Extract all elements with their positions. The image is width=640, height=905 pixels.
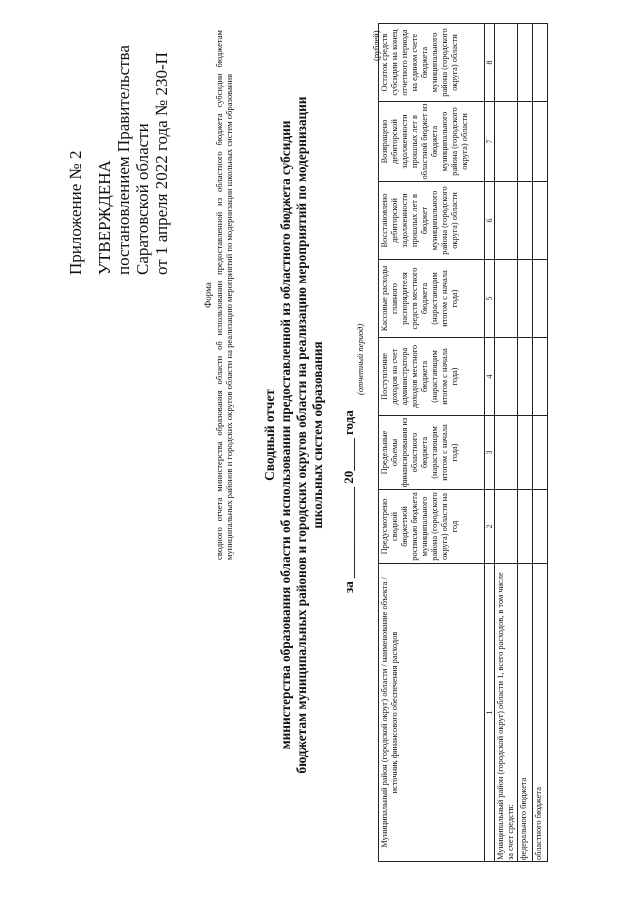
report-title-line-4: школьных систем образования [310,341,325,529]
header-cell: Восстановлено дебиторской задолженности прошлых лет в бюджет муниципального района (городского округа) области [379,182,485,260]
approval-date: от 1 апреля 2022 года № 230-П [152,52,171,275]
table-cell [518,182,533,260]
report-title [262,65,326,805]
column-number-row [485,24,495,862]
header-cell: Муниципальный район (городской округ) области / наименование объекта / источник финансового обеспечения расходов [379,564,485,862]
row-label: федерального бюджета [518,564,533,862]
table-cell [495,416,518,490]
table-cell [533,490,548,564]
report-title-line-2: министерства образования области об использовании предоставленной из областного бюджета субсидии [278,120,293,750]
table-row [518,24,533,862]
column-number: 7 [485,102,495,182]
table-cell [518,260,533,338]
reporting-period-note: (отчетный период) [355,323,365,395]
table-cell [533,24,548,102]
column-number: 8 [485,24,495,102]
table-cell [518,416,533,490]
table-header-row [379,24,485,862]
row-label: областного бюджета [533,564,548,862]
header-cell: Предельные объемы финансирования из областного бюджета (нарастающим итогом с начала года) [379,416,485,490]
header-cell: Остаток средств субсидии на конец отчетного периода на едином счете бюджета муниципального района (городского округа) области [379,24,485,102]
header-cell: Предусмотрено сводной бюджетной росписью бюджета муниципального района (городского округа) области на год [379,490,485,564]
form-heading: Форма [203,282,213,308]
table-cell [495,24,518,102]
column-number: 1 [485,564,495,862]
table-cell [495,102,518,182]
column-number: 5 [485,260,495,338]
column-number: 2 [485,490,495,564]
column-number: 6 [485,182,495,260]
header-cell: Возвращено дебиторской задолженности прошлых лет в областной бюджет из бюджета муниципального района (городского округа) области [379,102,485,182]
report-title-line-3: бюджетам муниципальных районов и городских округов области на реализацию мероприятий по модернизации [294,96,309,774]
table-cell [533,182,548,260]
table-cell [518,338,533,416]
column-number: 4 [485,338,495,416]
form-text: сводного отчета министерства образования области об использовании предоставленной из областного бюджета субсидии бюджетам муниципальных районов и городских округов области на реализацию мероприятий по модернизации школьных систем образования [214,30,234,560]
form-description [203,30,234,560]
appendix-number: Приложение № 2 [66,150,85,275]
approval-block [66,25,171,275]
approval-stamp: УТВЕРЖДЕНА [95,160,114,275]
table-cell [495,182,518,260]
table-row [533,24,548,862]
table-cell [533,260,548,338]
header-cell: Поступление доходов на счет администратора доходов местного бюджета (нарастающим итогом с начала года) [379,338,485,416]
header-cell: Кассовые расходы главного распорядителя средств местного бюджета (нарастающим итогом с начала года) [379,260,485,338]
approval-region: Саратовской области [133,123,152,275]
reporting-period: за ______________ 20_____ года [341,410,356,593]
column-number: 3 [485,416,495,490]
table-cell [518,102,533,182]
table-cell [533,102,548,182]
table-cell [495,490,518,564]
table-cell [495,338,518,416]
units-label: (рублей) [371,30,381,61]
table-row [495,24,518,862]
row-label: Муниципальный район (городской округ) области 1, всего расходов, в том числе за счет средств: [495,564,518,862]
table-cell [518,24,533,102]
report-title-line-1: Сводный отчет [262,389,277,481]
table-cell [533,416,548,490]
report-table [378,23,548,862]
approval-resolution: постановлением Правительства [114,45,133,275]
table-cell [495,260,518,338]
table-cell [518,490,533,564]
table-cell [533,338,548,416]
